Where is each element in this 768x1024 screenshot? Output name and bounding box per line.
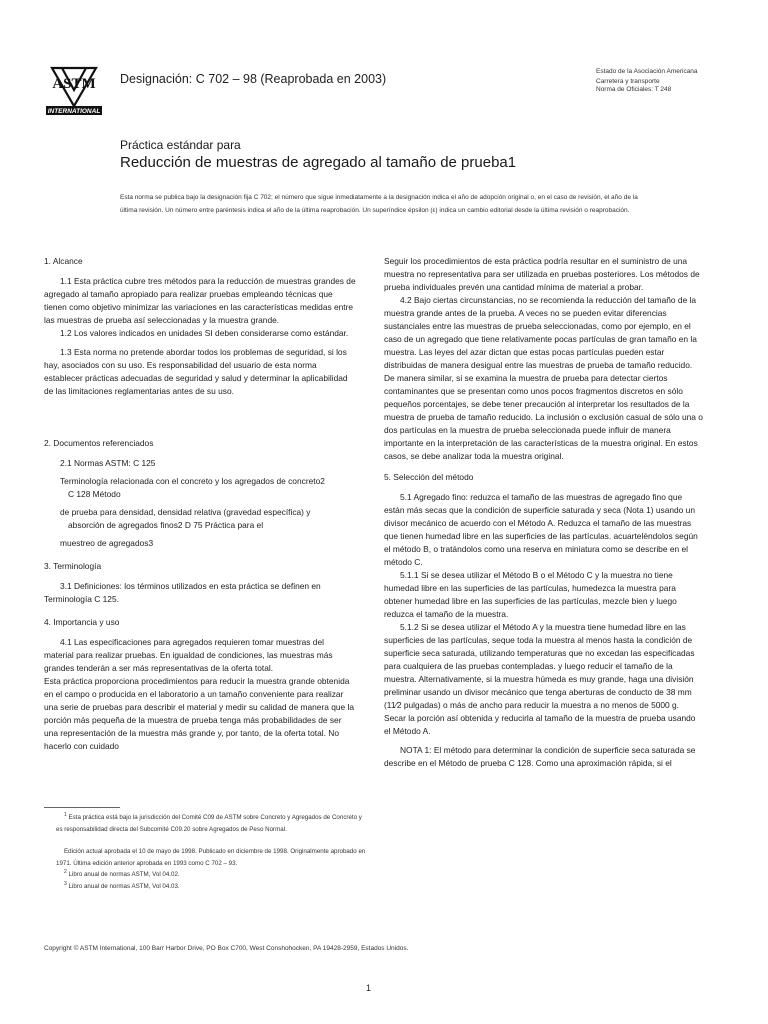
note-paragraph: NOTA 1: El método para determinar la condición de superficie seca saturada se describe en el Método de prueba C 128. Como una aproximación rápida, si el xyxy=(384,745,696,768)
paragraph: 1.1 Esta práctica cubre tres métodos para la reducción de muestras grandes de agregado al tamaño apropiado para realizar pruebas empleando técnicas que tienen como objetivo minimizar las variaciones en las características medidas entre las muestras de prueba así seleccionadas y la muestra grande. xyxy=(44,276,356,325)
reference-line: Terminología relacionada con el concreto y los agregados de concreto2 xyxy=(60,476,325,486)
paragraph: 1.3 Esta norma no pretende abordar todos los problemas de seguridad, si los hay, asociados con su uso. Es responsabilidad del usuario de esta norma establecer prácticas adecuadas de seguridad y salud y determinar la aplicabilidad de las limitaciones reglamentarias antes de su uso. xyxy=(44,347,348,396)
paragraph: 5.1.1 Si se desea utilizar el Método B o el Método C y la muestra no tiene humedad libre en las superficies de las partículas, humedezca la muestra para obtener humedad libre en las superficies de las partículas, mezcle bien y luego reduzca el tamaño de la muestra. xyxy=(384,570,677,619)
standard-kicker: Práctica estándar para xyxy=(120,138,241,152)
footnote-1 xyxy=(56,812,366,835)
header-right-line: Estado de la Asociación Americana xyxy=(596,68,698,75)
paragraph: De manera similar, si se examina la muestra de prueba para detectar ciertos contaminantes que se presentan como unos pocos fragmentos discretos en sólo pequeños porcentajes, se debe tener precaución al interpretar los resultados de la muestra de prueba de tamaño reducido. La inclusión o exclusión casual de sólo una o dos partículas en la muestra de prueba seleccionada puede influir de manera importante en la interpretación de las características de la muestra original. En estos casos, se debe analizar toda la muestra original. xyxy=(384,373,703,461)
footnote-mark: 3 xyxy=(64,880,67,887)
section-heading: 4. Importancia y uso xyxy=(44,617,120,627)
paragraph: 4.2 Bajo ciertas circunstancias, no se recomienda la reducción del tamaño de la muestra grande antes de la prueba. A veces no se pueden evitar diferencias sustanciales entre las muestras de prueba seleccionadas, como por ejemplo, en el caso de un agregado que tiene relativamente pocas partículas de gran tamaño en la muestra. Las leyes del azar dictan que estas pocas partículas pueden estar distribuidas de manera desigual entre las muestras de prueba de tamaño reducido. xyxy=(384,295,697,370)
footnote-2 xyxy=(56,869,366,881)
paragraph: Esta práctica proporciona procedimientos para reducir la muestra grande obtenida en el campo o producida en el laboratorio a un tamaño conveniente para realizar una serie de pruebas para describir el material y medir su calidad de manera que la porción más pequeña de la muestra de prueba tenga más probabilidades de ser una representación de la muestra más grande y, por tanto, de la oferta total. No hacerlo con cuidado xyxy=(44,676,355,751)
section-heading: 2. Documentos referenciados xyxy=(44,438,154,448)
footnote-mark: 2 xyxy=(64,868,67,875)
right-column xyxy=(384,255,704,770)
footnote-text: Libro anual de normas ASTM, Vol 04.02. xyxy=(68,871,180,878)
header-right-line: Carretera y transporte xyxy=(596,78,660,85)
footnotes xyxy=(56,812,366,892)
paragraph: 2.1 Normas ASTM: C 125 xyxy=(60,458,156,468)
footnote-divider xyxy=(44,807,120,808)
section-heading: 1. Alcance xyxy=(44,256,83,266)
footnote-edition: Edición actual aprobada el 10 de mayo de 1998. Publicado en diciembre de 1998. Originalmente aprobado en 1971. Última edición anterior aprobada en 1993 como C 702 – 93. xyxy=(56,848,366,867)
paragraph: 5.1 Agregado fino: reduzca el tamaño de las muestras de agregado fino que están más secas que la condición de superficie saturada y seca (Nota 1) usando un divisor mecánico de acuerdo con el Método A. Reduzca el tamaño de las muestras que tienen humedad libre en las superficies de las partículas. acuarteléndolos según el método B, o tratándolos como una reserva en miniatura como se describe en el método C. xyxy=(384,492,698,567)
logo-text: ASTM xyxy=(52,76,96,92)
paragraph: 4.1 Las especificaciones para agregados requieren tomar muestras del material para realizar pruebas. En igualdad de condiciones, las muestras más grandes tenderán a ser más representativas de la oferta total. xyxy=(44,637,333,673)
paragraph: 3.1 Definiciones: los términos utilizados en esta práctica se definen en Terminología C 125. xyxy=(44,581,321,604)
paragraph: Secar la porción así obtenida y reducirla al tamaño de la muestra de prueba usando el Método A. xyxy=(384,713,696,736)
footnote-mark: 1 xyxy=(64,811,67,818)
footnote-text: Esta práctica está bajo la jurisdicción del Comité C09 de ASTM sobre Concreto y Agregados de Concreto y es responsabilidad directa del Subcomité C09.20 sobre Agregados de Peso Normal. xyxy=(56,814,362,833)
reference-line: C 128 Método xyxy=(68,489,121,499)
section-heading: 3. Terminología xyxy=(44,561,102,571)
logo-subtext: INTERNATIONAL xyxy=(47,108,101,115)
paragraph: 1.2 Los valores indicados en unidades SI deben considerarse como estándar. xyxy=(60,328,349,338)
left-column xyxy=(44,255,356,753)
footnote-3 xyxy=(56,881,366,893)
designation: Designación: C 702 – 98 (Reaprobada en 2003) xyxy=(120,72,387,86)
reference-line: de prueba para densidad, densidad relativa (gravedad específica) y xyxy=(60,507,311,517)
header-right-info xyxy=(596,68,698,94)
paragraph: 5.1.2 Si se desea utilizar el Método A y la muestra tiene humedad libre en las superficies de las partículas, seque toda la muestra al menos hasta la condición de superficie seca saturada, utilizando temperaturas que no excedan las especificadas para cualquiera de las pruebas contempladas. y luego reducir el tamaño de la muestra. Alternativamente, si la muestra húmeda es muy grande, haga una división preliminar usando un divisor mecánico que tenga aberturas de conducto de 38 mm (11⁄2 pulgadas) o más de ancho para reducir la muestra a no menos de 5000 g. xyxy=(384,622,695,710)
header-right-line: Norma de Oficiales: T 248 xyxy=(596,86,672,93)
reference-line: absorción de agregados finos2 D 75 Práctica para el xyxy=(68,520,264,530)
intro-paragraph: Esta norma se publica bajo la designación fija C 702; el número que sigue inmediatamente a la designación indica el año de adopción original o, en el caso de revisión, el año de la última revisión. Un número entre paréntesis indica el año de la última reaprobación. Un superíndice épsilon (ε) indica un cambio editorial desde la última revisión o reaprobación. xyxy=(120,194,638,214)
footnote-text: Libro anual de normas ASTM, Vol 04.03. xyxy=(68,882,180,890)
copyright: Copyright © ASTM International, 100 Barr Harbor Drive, PO Box C700, West Conshohocken, PA 19428-2959, Estados Unidos. xyxy=(44,945,409,952)
section-heading: 5. Selección del método xyxy=(384,472,474,482)
page-title: Reducción de muestras de agregado al tamaño de prueba1 xyxy=(120,154,517,171)
astm-logo-icon xyxy=(38,62,110,120)
reference-line: muestreo de agregados3 xyxy=(60,538,154,548)
page-number: 1 xyxy=(366,983,372,993)
paragraph: Seguir los procedimientos de esta práctica podría resultar en el suministro de una muestra no representativa para ser utilizada en pruebas posteriores. Los métodos de prueba individuales prevén una cantidad mínima de material a probar. xyxy=(384,256,700,292)
